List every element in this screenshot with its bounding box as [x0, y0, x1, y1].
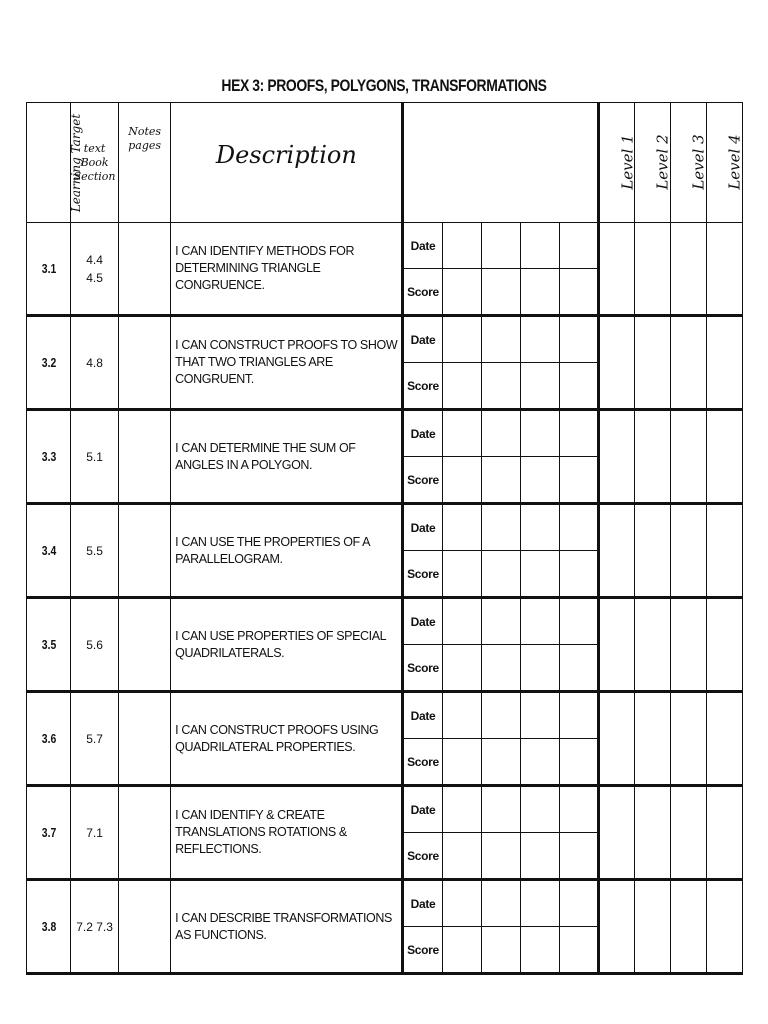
- level-1-cell[interactable]: [598, 880, 634, 974]
- level-1-cell[interactable]: [598, 692, 634, 786]
- level-4-cell[interactable]: [706, 692, 742, 786]
- level-2-cell[interactable]: [634, 692, 670, 786]
- score-entry-cell[interactable]: [520, 833, 559, 880]
- description-cell: I CAN IDENTIFY & CREATE TRANSLATIONS ROTATIONS & REFLECTIONS.: [171, 786, 403, 880]
- level-3-cell[interactable]: [670, 598, 706, 692]
- date-entry-cell[interactable]: [520, 598, 559, 645]
- level-3-cell[interactable]: [670, 880, 706, 974]
- notes-pages-cell[interactable]: [119, 880, 171, 974]
- date-entry-cell[interactable]: [481, 223, 520, 269]
- score-entry-cell[interactable]: [442, 551, 481, 598]
- score-entry-cell[interactable]: [559, 927, 598, 974]
- level-3-cell[interactable]: [670, 410, 706, 504]
- notes-pages-header: [119, 103, 171, 223]
- table-row: [27, 880, 743, 927]
- date-entry-cell[interactable]: [520, 786, 559, 833]
- date-entry-cell[interactable]: [481, 880, 520, 927]
- score-entry-cell[interactable]: [481, 551, 520, 598]
- section-value: 7.1: [86, 825, 103, 840]
- header-row: [27, 103, 743, 223]
- level-1-cell[interactable]: [598, 504, 634, 598]
- date-entry-cell[interactable]: [559, 223, 598, 269]
- date-label: Date: [403, 410, 442, 457]
- description-cell: I CAN CONSTRUCT PROOFS TO SHOW THAT TWO TRIANGLES ARE CONGRUENT.: [171, 316, 403, 410]
- date-label: Date: [403, 316, 442, 363]
- table-row: [27, 692, 743, 739]
- date-entry-cell[interactable]: [559, 598, 598, 645]
- date-entry-cell[interactable]: [442, 692, 481, 739]
- level-4-cell[interactable]: [706, 598, 742, 692]
- score-entry-cell[interactable]: [520, 457, 559, 504]
- learning-target-cell: 3.8: [31, 880, 66, 974]
- level-2-cell[interactable]: [634, 504, 670, 598]
- level-4-cell[interactable]: [706, 223, 742, 316]
- section-value: 7.2 7.3: [76, 919, 113, 934]
- section-cell: [71, 504, 119, 598]
- notes-pages-cell[interactable]: [119, 223, 171, 316]
- notes-pages-cell[interactable]: [119, 410, 171, 504]
- level-2-cell[interactable]: [634, 410, 670, 504]
- level-1-cell[interactable]: [598, 410, 634, 504]
- description-cell: I CAN IDENTIFY METHODS FOR DETERMINING TRIANGLE CONGRUENCE.: [171, 223, 403, 316]
- section-value: 5.7: [86, 731, 103, 746]
- date-entry-cell[interactable]: [559, 316, 598, 363]
- score-entry-cell[interactable]: [559, 457, 598, 504]
- score-entry-cell[interactable]: [442, 833, 481, 880]
- level-2-cell[interactable]: [634, 786, 670, 880]
- date-label: Date: [403, 786, 442, 833]
- notes-pages-cell[interactable]: [119, 692, 171, 786]
- date-label: Date: [403, 504, 442, 551]
- date-entry-cell[interactable]: [559, 786, 598, 833]
- score-entry-cell[interactable]: [520, 363, 559, 410]
- learning-target-cell: 3.1: [31, 223, 66, 316]
- notes-pages-cell[interactable]: [119, 786, 171, 880]
- score-label: Score: [403, 551, 442, 598]
- score-entry-cell[interactable]: [520, 739, 559, 786]
- learning-target-cell: 3.2: [31, 316, 66, 410]
- description-header: [171, 103, 403, 223]
- score-entry-cell[interactable]: [442, 645, 481, 692]
- date-entry-cell[interactable]: [559, 410, 598, 457]
- text-label: text: [83, 141, 106, 155]
- date-entry-cell[interactable]: [520, 223, 559, 269]
- score-entry-cell[interactable]: [559, 551, 598, 598]
- score-entry-cell[interactable]: [442, 269, 481, 316]
- level-4-cell[interactable]: [706, 504, 742, 598]
- level-3-label: Level 3: [689, 134, 708, 190]
- date-entry-cell[interactable]: [520, 880, 559, 927]
- section-value: 4.5: [86, 270, 103, 285]
- learning-target-table: [26, 102, 743, 975]
- score-entry-cell[interactable]: [559, 739, 598, 786]
- level-2-cell[interactable]: [634, 316, 670, 410]
- description-cell: I CAN DETERMINE THE SUM OF ANGLES IN A POLYGON.: [171, 410, 403, 504]
- level-1-cell[interactable]: [598, 598, 634, 692]
- score-label: Score: [403, 645, 442, 692]
- score-entry-cell[interactable]: [481, 457, 520, 504]
- score-entry-cell[interactable]: [481, 363, 520, 410]
- table-row: [27, 504, 743, 551]
- level-3-cell[interactable]: [670, 504, 706, 598]
- table-row: [27, 598, 743, 645]
- level-2-cell[interactable]: [634, 223, 670, 316]
- date-entry-cell[interactable]: [520, 692, 559, 739]
- learning-target-cell: 3.3: [31, 410, 66, 504]
- score-entry-cell[interactable]: [559, 645, 598, 692]
- table-row: [27, 786, 743, 833]
- score-entry-cell[interactable]: [559, 833, 598, 880]
- book-label: Book: [80, 155, 109, 169]
- learning-target-cell: 3.5: [31, 598, 66, 692]
- score-entry-cell[interactable]: [559, 269, 598, 316]
- date-entry-cell[interactable]: [442, 504, 481, 551]
- level-1-header: [598, 103, 637, 223]
- score-entry-cell[interactable]: [481, 739, 520, 786]
- learning-target-label: Learning Target: [69, 113, 84, 212]
- date-entry-cell[interactable]: [559, 504, 598, 551]
- notes-pages-cell[interactable]: [119, 316, 171, 410]
- learning-target-cell: 3.6: [31, 692, 66, 786]
- date-label: Date: [403, 880, 442, 927]
- score-entry-cell[interactable]: [481, 645, 520, 692]
- date-label: Date: [403, 598, 442, 645]
- learning-target-header: [27, 103, 84, 223]
- level-4-cell[interactable]: [706, 786, 742, 880]
- date-entry-cell[interactable]: [481, 692, 520, 739]
- level-1-label: Level 1: [618, 134, 637, 190]
- score-label: Score: [403, 363, 442, 410]
- level-3-cell[interactable]: [670, 316, 706, 410]
- level-1-cell[interactable]: [598, 223, 634, 316]
- description-cell: I CAN USE THE PROPERTIES OF A PARALLELOGRAM.: [171, 504, 403, 598]
- level-3-cell[interactable]: [670, 223, 706, 316]
- section-cell: [71, 316, 119, 410]
- date-entry-cell[interactable]: [520, 410, 559, 457]
- level-4-cell[interactable]: [706, 880, 742, 974]
- level-4-cell[interactable]: [706, 410, 742, 504]
- level-2-header: [634, 103, 670, 223]
- description-cell: I CAN DESCRIBE TRANSFORMATIONS AS FUNCTIONS.: [171, 880, 403, 974]
- notes-pages-cell[interactable]: [119, 504, 171, 598]
- score-entry-cell[interactable]: [559, 363, 598, 410]
- level-3-cell[interactable]: [670, 692, 706, 786]
- level-3-header: [670, 103, 706, 223]
- date-entry-cell[interactable]: [481, 786, 520, 833]
- table-body: [27, 223, 743, 974]
- learning-target-cell: 3.7: [31, 786, 66, 880]
- table-row: [27, 316, 743, 363]
- table-row: [27, 410, 743, 457]
- description-cell: I CAN CONSTRUCT PROOFS USING QUADRILATERAL PROPERTIES.: [171, 692, 403, 786]
- score-label: Score: [403, 739, 442, 786]
- notes-label: Notes: [128, 125, 162, 138]
- table-row: [27, 223, 743, 269]
- level-2-cell[interactable]: [634, 598, 670, 692]
- section-label: Section: [73, 169, 116, 183]
- date-score-header: [403, 103, 598, 223]
- date-label: Date: [403, 223, 442, 269]
- date-entry-cell[interactable]: [481, 598, 520, 645]
- date-entry-cell[interactable]: [442, 316, 481, 363]
- level-2-cell[interactable]: [634, 880, 670, 974]
- score-entry-cell[interactable]: [442, 739, 481, 786]
- description-label: Description: [215, 141, 357, 169]
- section-cell: [71, 223, 119, 316]
- section-value: 4.4: [86, 252, 103, 267]
- date-label: Date: [403, 692, 442, 739]
- description-cell: I CAN USE PROPERTIES OF SPECIAL QUADRILATERALS.: [171, 598, 403, 692]
- score-entry-cell[interactable]: [481, 927, 520, 974]
- pages-label: pages: [128, 139, 162, 152]
- date-entry-cell[interactable]: [481, 316, 520, 363]
- score-entry-cell[interactable]: [481, 833, 520, 880]
- score-entry-cell[interactable]: [481, 269, 520, 316]
- date-entry-cell[interactable]: [520, 316, 559, 363]
- section-cell: [71, 598, 119, 692]
- level-4-cell[interactable]: [706, 316, 742, 410]
- section-cell: [71, 410, 119, 504]
- section-value: 5.6: [86, 637, 103, 652]
- score-entry-cell[interactable]: [520, 551, 559, 598]
- score-entry-cell[interactable]: [520, 645, 559, 692]
- notes-pages-cell[interactable]: [119, 598, 171, 692]
- score-entry-cell[interactable]: [520, 269, 559, 316]
- score-entry-cell[interactable]: [442, 457, 481, 504]
- score-label: Score: [403, 457, 442, 504]
- level-1-cell[interactable]: [598, 786, 634, 880]
- level-4-label: Level 4: [725, 134, 744, 190]
- score-label: Score: [403, 269, 442, 316]
- date-entry-cell[interactable]: [481, 410, 520, 457]
- learning-target-cell: 3.4: [31, 504, 66, 598]
- date-entry-cell[interactable]: [559, 880, 598, 927]
- page-title: HEX 3: PROOFS, POLYGONS, TRANSFORMATIONS: [221, 76, 547, 95]
- section-cell: [71, 692, 119, 786]
- section-value: 5.1: [86, 449, 103, 464]
- date-entry-cell[interactable]: [520, 504, 559, 551]
- level-3-cell[interactable]: [670, 786, 706, 880]
- section-cell: [71, 880, 119, 974]
- score-entry-cell[interactable]: [442, 363, 481, 410]
- score-entry-cell[interactable]: [520, 927, 559, 974]
- level-1-cell[interactable]: [598, 316, 634, 410]
- date-entry-cell[interactable]: [559, 692, 598, 739]
- date-entry-cell[interactable]: [442, 410, 481, 457]
- date-entry-cell[interactable]: [442, 598, 481, 645]
- score-label: Score: [403, 833, 442, 880]
- date-entry-cell[interactable]: [442, 223, 481, 269]
- date-entry-cell[interactable]: [481, 504, 520, 551]
- level-2-label: Level 2: [653, 134, 672, 190]
- score-label: Score: [403, 927, 442, 974]
- score-entry-cell[interactable]: [442, 927, 481, 974]
- section-value: 4.8: [86, 355, 103, 370]
- section-cell: [71, 786, 119, 880]
- date-entry-cell[interactable]: [442, 880, 481, 927]
- date-entry-cell[interactable]: [442, 786, 481, 833]
- level-4-header: [706, 103, 742, 223]
- section-value: 5.5: [86, 543, 103, 558]
